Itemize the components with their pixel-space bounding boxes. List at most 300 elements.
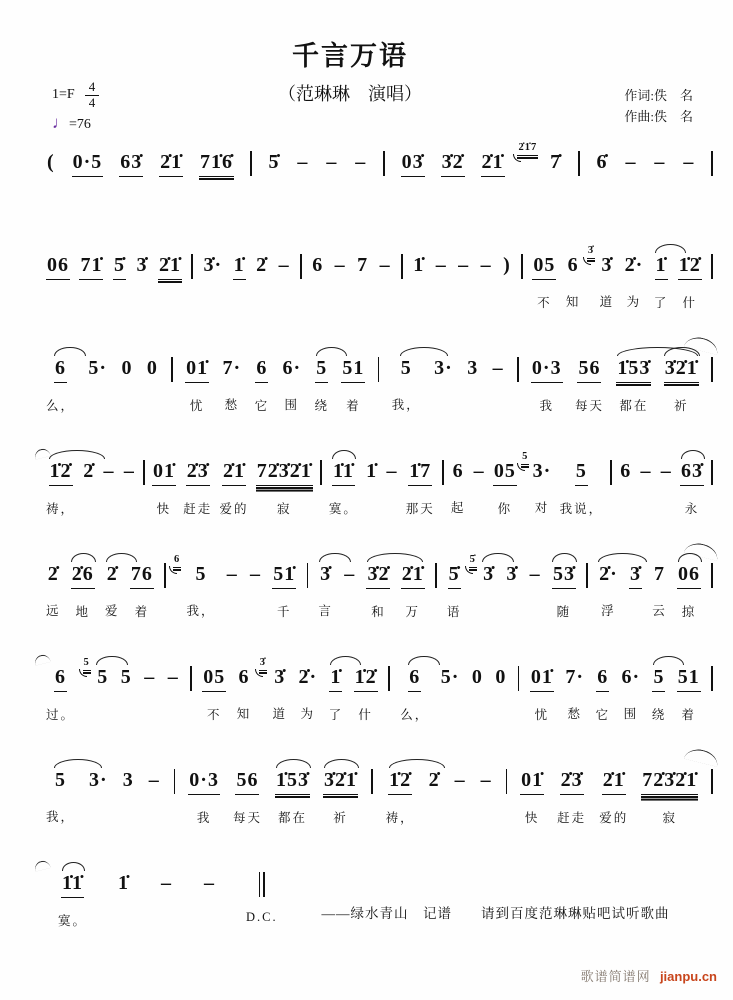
lyric-syllable: 都在 [277,811,307,825]
lyricist-credit: 作词:佚 名 [624,88,693,103]
lyric-syllable: 寞。 [58,914,88,928]
note-group: 1̇53̇ [616,356,651,383]
grace-note: 6 [173,554,181,568]
note-group: 2̇1̇ [401,562,425,589]
lyric-syllable: 寂 [662,811,677,825]
duration-dash: – [334,254,346,276]
note-group: 05 [532,253,556,280]
duration-dash: – [167,666,179,688]
lyric-syllable: 远 [46,604,61,618]
bar-glyph [191,254,193,279]
watermark [581,966,717,985]
duration-dash: – [326,151,338,173]
note-group: 3̇ [136,254,148,276]
note-group: 1̇ [655,253,668,280]
note-group: 2̇· [298,666,318,688]
note-group: 6· [621,666,641,688]
note-group: 2̇ [106,562,119,588]
note-group: 1̇ [118,872,130,894]
bar-glyph [307,563,309,588]
note-group: 51 [341,356,365,383]
lyric-syllable: 言 [318,604,333,618]
performer-subtitle: （范琳琳 演唱） [278,84,422,104]
barline [711,150,713,176]
note-group: 1̇1̇ [332,459,355,486]
lyric-syllable: 了 [653,296,669,310]
bar-glyph [521,254,523,279]
score-line-5 [46,546,713,649]
time-signature-numerator: 4 [85,80,100,96]
barline [401,253,403,279]
note-group: 1̇53̇ [275,768,310,795]
barline [711,562,713,588]
note-group: 7· [565,666,585,688]
note-group: 5 [315,356,328,383]
score-line-1 [46,134,713,237]
duration-dash: – [480,769,492,791]
duration-dash: – [297,151,309,173]
lyric-syllable: 知 [565,295,581,309]
grace-note: 3̇ [587,245,595,259]
note-group: 6· [282,357,302,379]
watermark-site-link[interactable]: jianpu.cn [659,969,717,984]
transcriber-credit: ——绿水青山 记谱 请到百度范琳琳贴吧试听歌曲 [321,906,670,921]
bar-glyph [171,357,173,382]
duration-dash: – [492,357,504,379]
duration-dash: – [123,460,135,482]
note-group: 3̇ [482,562,495,588]
lyric-syllable: 么， [46,399,76,413]
note-group: 6 [312,254,324,276]
duration-dash: – [379,254,391,276]
note-group: 7̇ [550,151,562,173]
duration-dash: – [625,151,637,173]
lyric-syllable: 我， [391,398,421,412]
note-group: 3 [122,769,134,791]
lyric-syllable: 掠 [681,605,697,619]
credits-block [624,86,693,128]
bar-glyph [610,460,612,485]
bar-glyph [711,357,713,382]
lyric-syllable: 爱的 [599,811,629,825]
note-group: 5 [652,665,665,692]
note-group: 51 [677,665,701,692]
barline [711,459,713,485]
note-group: 71̇6̇ [199,150,234,177]
note-group: 3̇2̇1̇ [323,768,358,795]
barline [190,665,192,691]
score-line-7 [46,752,713,855]
duration-dash: – [435,254,447,276]
lyric-syllable: 什 [682,296,697,310]
duration-dash: – [458,254,470,276]
note-group: 2̇3̇ [186,459,210,486]
note-group: 0 [495,666,507,688]
note-group: 5̇ [113,253,126,280]
duration-dash: – [640,460,652,482]
note-group: 2̇1̇ [602,768,626,795]
lyric-syllable: 围 [284,398,300,412]
time-signature-denominator: 4 [88,94,96,110]
bar-glyph [517,357,519,382]
barline [711,665,713,691]
lyric-syllable: 寂 [277,502,292,516]
note-group: 03̇ [401,150,425,177]
note-group: 63̇ [680,459,704,486]
lyric-syllable: 浮 [601,604,616,618]
barline [586,562,588,588]
note-group: 3̇2̇1̇ [664,356,699,383]
barline [371,768,373,794]
barline [610,459,612,485]
note-group: 1̇1̇ [61,871,84,898]
note-group: 2̇1̇ [481,150,505,177]
duration-dash: – [148,769,160,791]
barline [506,768,508,794]
note-group: 01̇ [152,459,176,486]
lyric-syllable: 知 [236,707,252,721]
duration-dash: – [344,563,356,585]
lyric-syllable: 寞。 [328,502,358,516]
bar-glyph [259,872,265,897]
note-group: 7 [357,254,369,276]
note-group: 53̇ [552,562,576,589]
note-group: 3̇ [319,562,332,588]
barline [300,253,302,279]
barline [442,459,444,485]
lyric-syllable: 什 [358,708,373,722]
note-group: 0 [121,357,133,379]
lyric-syllable: 它 [254,399,270,413]
lyric-syllable: 快 [156,502,172,516]
note-group: 5̇ [448,562,461,589]
duration-dash: – [480,254,492,276]
note-group: 1̇2̇ [49,459,73,486]
barline [171,356,173,382]
lyric-syllable: 云 [652,604,667,618]
lyric-syllable: 道 [272,707,287,721]
note-group: 5 [96,665,109,691]
barline [435,562,437,588]
note-group: 2̇3̇ [560,768,584,795]
note-group: 05 [202,665,226,692]
note-group: 3 [467,357,479,379]
note-group: 1̇2̇ [388,768,412,795]
note-group: 1̇ [366,460,378,482]
score [46,134,713,958]
note-group: 5 [54,768,67,794]
page-title: 千言万语 [292,41,408,71]
duration-dash: – [204,872,216,894]
score-line-6 [46,649,713,752]
note-group: 3̇ [274,666,286,688]
bar-glyph [250,151,252,176]
tempo-value: =76 [69,116,91,132]
note-group: 6 [54,665,67,692]
lyric-syllable: 么， [400,708,430,722]
barline [174,768,176,794]
note-group: 3̇ [629,562,642,589]
note-group: 06 [677,562,701,589]
note-group: 6 [408,665,421,692]
bar-glyph [174,769,176,794]
bar-glyph [711,563,713,588]
duration-dash: – [529,563,541,585]
barline [388,665,390,691]
lyric-syllable: 着 [346,399,361,413]
barline [383,150,385,176]
note-group: 3̇ [601,254,613,276]
duration-dash: – [278,254,290,276]
note-group: 2̇1̇ [159,150,183,177]
lyric-syllable: 每天 [574,399,604,413]
note-group: 3̇2̇ [441,150,465,177]
lyric-syllable: D.C. [246,910,278,924]
duration-dash: – [250,563,262,585]
note-group: 0 [146,357,158,379]
note-group: 3· [532,460,552,482]
note-group: 01̇ [520,768,544,795]
lyric-syllable: 随 [556,605,572,619]
duration-dash: – [226,563,238,585]
note-group: 5 [400,356,413,382]
note-group: 1̇2̇ [354,665,378,692]
note-group: 7 [654,563,666,585]
duration-dash: – [144,666,156,688]
note-group: 63̇ [119,150,143,177]
lyric-syllable: 每天 [232,811,262,825]
note-group: 3· [89,769,108,791]
lyric-syllable: 祷， [46,502,76,516]
bar-glyph [435,563,437,588]
duration-dash: – [660,460,672,482]
note-group: 1̇2̇ [678,253,702,280]
duration-dash: – [355,151,367,173]
lyric-syllable: 着 [681,708,696,722]
bar-glyph [506,769,508,794]
lyric-syllable: 我 [539,399,554,413]
duration-dash: – [386,460,398,482]
note-group: 2̇· [624,254,644,276]
barline [143,459,145,485]
barline [711,356,713,382]
score-line-3 [46,340,713,443]
barline [711,253,713,279]
lyric-syllable: 忧 [189,399,205,413]
lyric-syllable: 我说， [559,502,604,516]
note-group: 56 [577,356,601,383]
parenthesis: ) [503,254,511,276]
barline [518,665,520,691]
quarter-note-icon: ♩ [52,112,69,132]
bar-glyph [578,151,580,176]
note-group: 0 [471,666,483,688]
lyric-syllable: 赶走 [183,502,213,516]
note-group: 5· [440,666,460,688]
note-group: 5 [195,563,207,585]
note-group: 1̇7 [408,459,432,486]
lyric-syllable: 千 [277,605,292,619]
note-group: 2̇ [256,254,268,276]
lyric-syllable: 不 [537,296,552,310]
lyric-syllable: 和 [371,605,386,619]
bar-glyph [711,151,713,176]
note-group: 1̇ [413,254,425,276]
watermark-site-name: 歌谱简谱网 [580,969,651,984]
note-group: 76 [130,562,154,589]
lyric-syllable: 祈 [673,399,689,413]
lyric-syllable: 爱的 [219,502,249,516]
lyric-syllable: 爱 [105,604,120,618]
lyric-syllable: 快 [524,811,540,825]
note-group: 3̇2̇ [366,562,390,589]
note-group: 2̇ [83,460,95,482]
note-group: 6 [620,460,632,482]
note-group: 2̇ [47,563,59,585]
lyric-syllable: 为 [626,295,642,309]
grace-note: 5 [83,657,91,671]
lyric-syllable: 语 [446,605,462,619]
bar-glyph [711,254,713,279]
lyric-syllable: 祈 [333,811,348,825]
note-group: 1̇ [329,665,342,692]
note-group: 72̇3̇2̇1̇ [256,459,313,486]
note-group: 6 [255,356,268,383]
lyric-syllable: 我， [186,604,216,618]
bar-glyph [190,666,192,691]
note-group: 2̇6 [71,562,95,589]
note-group: 6 [596,665,609,692]
bar-glyph [371,769,373,794]
note-group: 1̇ [233,253,246,280]
duration-dash: – [473,460,485,482]
bar-glyph [442,460,444,485]
grace-note: 5 [521,451,529,465]
note-group: 56 [235,768,259,795]
bar-glyph [518,666,520,691]
bar-glyph [143,460,145,485]
note-group: 6 [452,460,464,482]
lyric-syllable: 绕 [314,399,330,413]
lyric-syllable: 地 [75,605,91,619]
lyric-syllable: 着 [134,605,150,619]
bar-glyph [586,563,588,588]
bar-glyph [320,460,322,485]
lyric-syllable: 愁 [567,707,582,721]
grace-note: 2̇1̇7 [517,142,538,156]
barline [191,253,193,279]
lyric-syllable: 那天 [405,502,435,516]
note-group: 06 [46,253,70,280]
bar-glyph [383,151,385,176]
note-group: 01̇ [185,356,209,383]
note-group: 71̇ [79,253,103,280]
note-group: 2̇ [428,769,440,791]
note-group: 5 [575,459,588,486]
lyric-syllable: 不 [206,708,222,722]
lyric-syllable: 围 [623,707,639,721]
grace-note: 5̇ [469,554,477,568]
barline [164,562,166,588]
key-tempo-block [52,80,99,133]
barline [307,562,309,588]
note-group: 2̇1̇ [222,459,246,486]
note-group: 6 [238,666,250,688]
note-group: 0·3 [188,768,220,795]
barline [578,150,580,176]
lyric-syllable: 都在 [619,399,649,413]
note-group: 72̇3̇2̇1̇ [641,768,698,795]
duration-dash: – [654,151,666,173]
note-group: 2̇· [598,562,619,588]
bar-glyph [401,254,403,279]
lyric-syllable: 道 [599,295,615,309]
score-line-2 [46,237,713,340]
note-group: 5· [88,357,108,379]
note-group: 6 [54,356,67,383]
note-group: 0·5 [72,150,104,177]
lyric-syllable: 它 [595,708,611,722]
composer-credit: 作曲:佚 名 [624,108,693,124]
duration-dash: – [454,769,466,791]
note-group: 6 [567,254,579,276]
lyric-syllable: 了 [328,708,344,722]
bar-glyph [711,666,713,691]
bar-glyph [388,666,390,691]
lyric-syllable: 为 [300,707,316,721]
note-group: 5̇ [268,151,280,173]
parenthesis: ( [47,151,55,173]
bar-glyph [164,563,166,588]
lyric-syllable: 万 [405,605,420,619]
time-signature [85,80,100,111]
lyric-syllable: 永 [684,502,700,516]
note-group: 51̇ [272,562,296,589]
barline [250,150,252,176]
note-group: 3̇ [506,563,518,585]
barline [521,253,523,279]
duration-dash: – [161,872,173,894]
lyric-syllable: 你 [497,502,513,516]
lyric-syllable: 赶走 [557,811,587,825]
note-group: 0·3 [531,356,563,383]
grace-note: 3̇ [259,657,267,671]
barline [517,356,519,382]
note-group: 3̇· [203,254,223,276]
lyric-syllable: 对 [534,501,550,515]
score-line-4 [46,443,713,546]
note-group: 2̇1̇ [158,253,182,280]
lyric-syllable: 我， [46,810,76,824]
lyric-syllable: 祷， [385,811,415,825]
duration-dash: – [103,460,115,482]
lyric-syllable: 愁 [224,398,240,412]
lyric-syllable: 过。 [46,708,76,722]
note-group: 7· [222,357,242,379]
note-group: 5 [120,666,132,688]
bar-glyph [711,769,713,794]
lyric-syllable: 忧 [534,708,550,722]
bar-glyph [711,460,713,485]
barline [711,768,713,794]
barline [320,459,322,485]
lyric-syllable: 起 [450,501,466,515]
key-signature: 1=F [52,87,75,103]
duration-dash: – [683,151,695,173]
note-group: 6̇ [596,151,608,173]
barline [378,356,380,382]
bar-glyph [378,357,380,382]
